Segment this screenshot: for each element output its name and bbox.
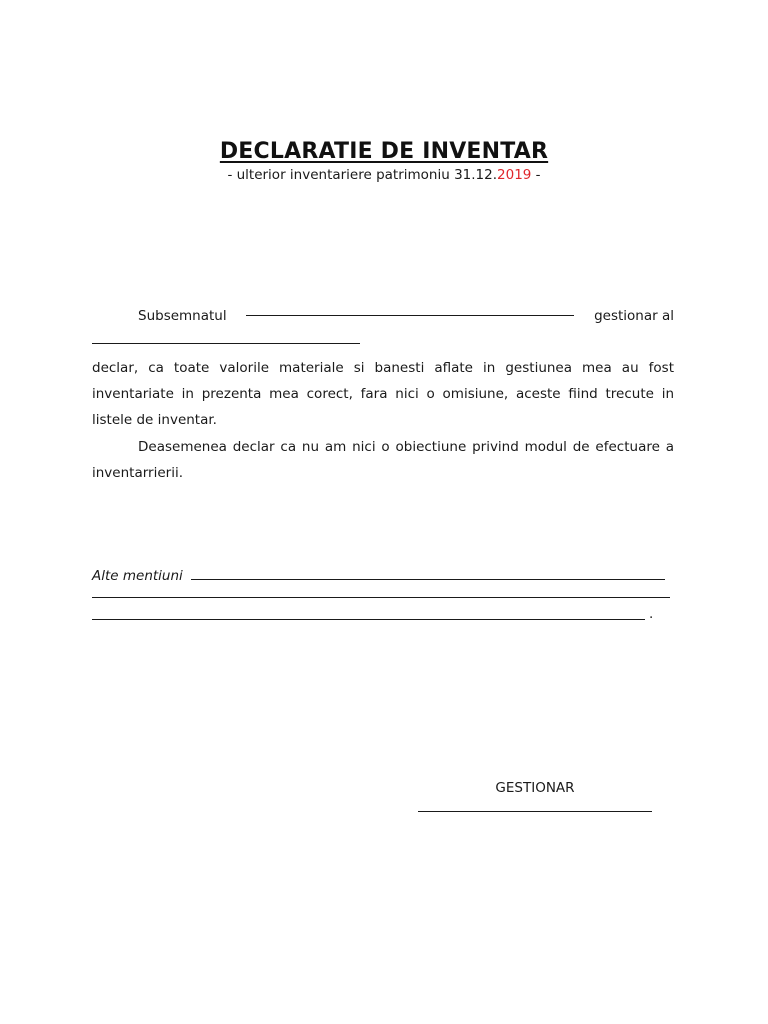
mentions-line-1 (92, 567, 666, 584)
mentions-label: Alte mentiuni (92, 568, 183, 584)
gestionar-al-label: gestionar al (594, 308, 674, 324)
mentions-line-2 (92, 597, 672, 598)
no-objection-paragraph: Deasemenea declar ca nu am nici o obiectiune privind modul de efectuare a inventarrierii. (92, 439, 674, 481)
mentions-line-3 (92, 605, 672, 625)
document-subtitle (0, 167, 768, 183)
subsemnatul-label: Subsemnatul (138, 308, 227, 324)
subtitle-suffix: - (531, 167, 541, 183)
mentions-blank-2 (92, 597, 670, 598)
unit-line (92, 329, 674, 355)
declaration-paragraph (92, 303, 674, 433)
name-line (92, 303, 674, 329)
subtitle-year: 2019 (497, 167, 532, 183)
name-blank (246, 303, 574, 316)
subtitle-prefix: - ulterior inventariere patrimoniu 31.12. (227, 167, 498, 183)
mentions-end-period: . (649, 606, 654, 622)
document-title: DECLARATIE DE INVENTAR (219, 139, 549, 164)
mentions-blank-3 (92, 619, 645, 620)
signature-label: GESTIONAR (495, 780, 575, 796)
unit-blank (92, 343, 360, 344)
declaration-body: declar, ca toate valorile materiale si banesti aflate in gestiunea mea au fost inventariate in prezenta mea corect, fara nici o omisiune, aceste fiind trecute in listele de inventar. (92, 360, 674, 428)
mentions-blank-1 (191, 567, 665, 580)
signature-line (418, 811, 652, 812)
